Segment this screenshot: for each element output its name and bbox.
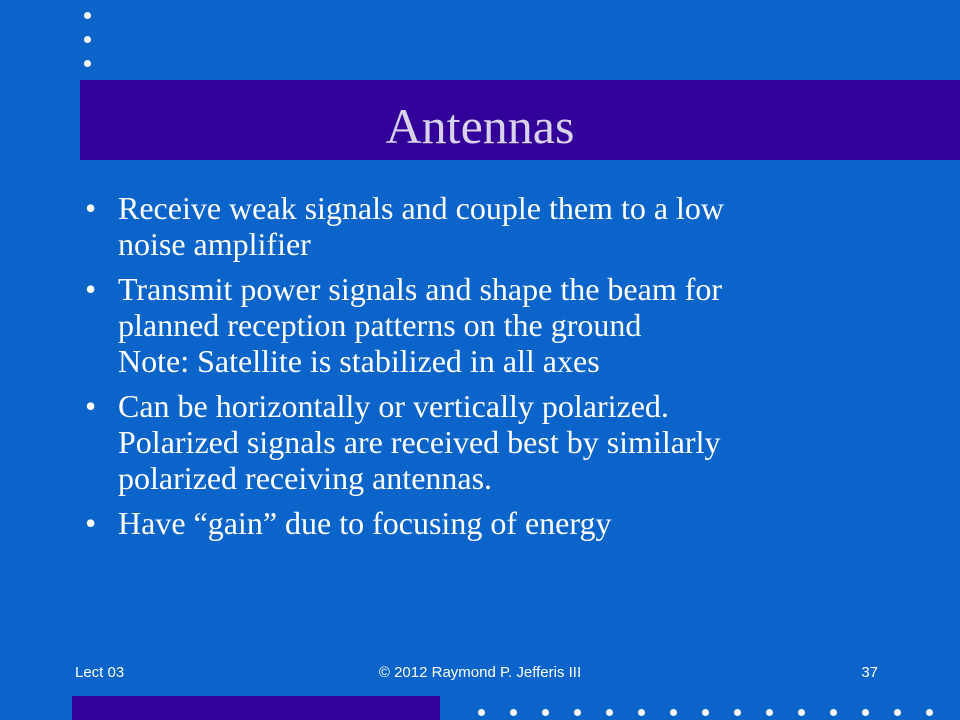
decor-dot	[542, 709, 549, 716]
decor-dot	[510, 709, 517, 716]
decor-dot	[862, 709, 869, 716]
decor-dot	[702, 709, 709, 716]
bullet-marker: •	[85, 388, 97, 424]
decor-dot	[606, 709, 613, 716]
decor-dot	[84, 12, 91, 19]
bottom-bar	[72, 696, 440, 720]
footer-lecture: Lect 03	[75, 664, 125, 681]
bullet-item	[85, 388, 935, 496]
bullet-line: noise amplifier	[118, 226, 311, 262]
bullet-line: Transmit power signals and shape the beam for	[118, 271, 723, 307]
bullet-line: Note: Satellite is stabilized in all axes	[118, 343, 600, 379]
bullet-line: polarized receiving antennas.	[118, 460, 493, 496]
bullet-list	[85, 190, 935, 550]
decor-dot	[894, 709, 901, 716]
bullet-item	[85, 271, 935, 379]
decor-dot	[798, 709, 805, 716]
decor-dot	[734, 709, 741, 716]
decor-dot	[670, 709, 677, 716]
decor-dot	[830, 709, 837, 716]
bullet-line: Polarized signals are received best by similarly	[118, 424, 721, 460]
footer-copyright: © 2012 Raymond P. Jefferis III	[378, 664, 582, 681]
bullet-line: Receive weak signals and couple them to a low	[118, 190, 725, 226]
footer-page-number: 37	[861, 664, 878, 681]
bullet-line: Can be horizontally or vertically polarized.	[118, 388, 669, 424]
decor-dot	[478, 709, 485, 716]
decor-dot	[84, 36, 91, 43]
bullet-marker: •	[85, 271, 97, 307]
bullet-item	[85, 190, 935, 262]
decor-dot	[574, 709, 581, 716]
decor-dot	[84, 60, 91, 67]
bullet-marker: •	[85, 190, 97, 226]
bullet-item	[85, 505, 935, 541]
decor-dot	[766, 709, 773, 716]
slide-title: Antennas	[385, 98, 575, 154]
bullet-marker: •	[85, 505, 97, 541]
bullet-line: Have “gain” due to focusing of energy	[118, 505, 612, 541]
bullet-line: planned reception patterns on the ground	[118, 307, 642, 343]
decor-dot	[926, 709, 933, 716]
decor-dot	[638, 709, 645, 716]
